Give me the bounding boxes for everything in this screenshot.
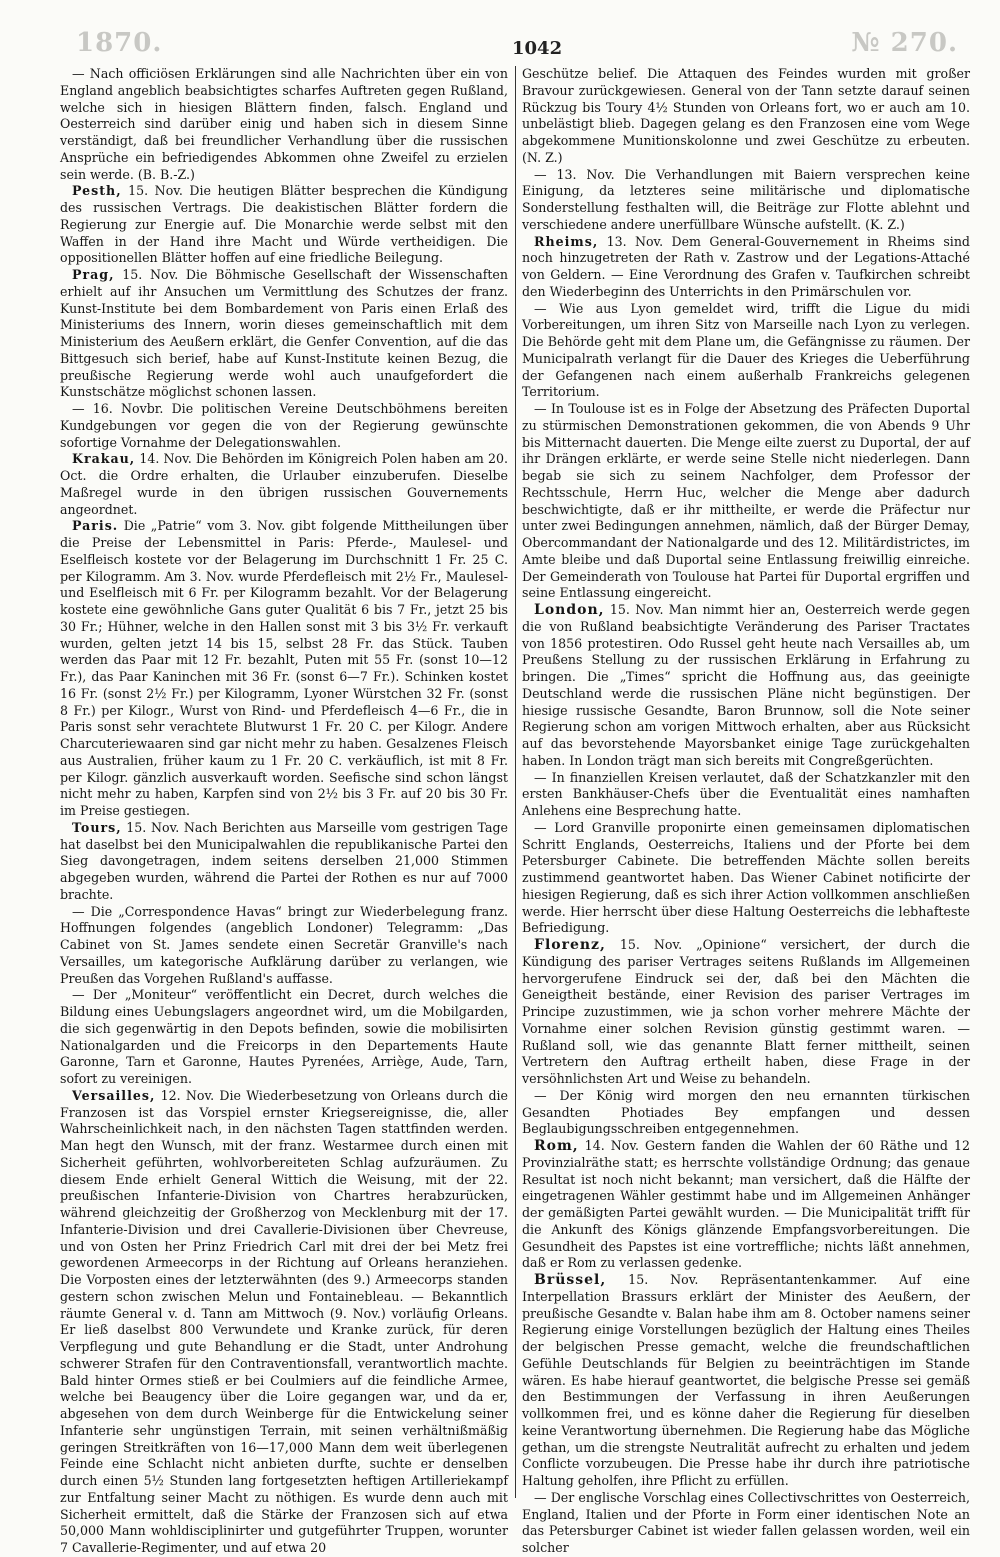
article-paragraph [522,1272,970,1490]
dateline-place: Florenz, [534,937,606,953]
article-paragraph [60,451,508,518]
article-paragraph [522,1088,970,1138]
column-left [60,66,508,1555]
header-issue-number: № 270. [851,28,958,58]
article-paragraph [522,66,970,167]
article-text: — In Toulouse ist es in Folge der Absetzung des Präfecten Duportal zu stürmischen Demonstrationen gekommen, die von Abends 9 Uhr bis Mitternacht dauerten. Die Menge eilte zuerst zu Duportal, der auf ihr Drängen erklärte, er werde seine Stelle nicht niederlegen. Dann begab sie sich zu seinem Nachfolger, dem Professor der Rechtsschule, Herrn Huc, welcher die Menge aber dadurch beschwichtigte, daß er ihr mittheilte, er werde die Präfectur nur unter zwei Bedingungen annehmen, nämlich, daß der Bürger Demay, Obercommandant der Nationalgarde und des 12. Militärdistrictes, im Amte bleibe und daß Duportal seine Entlassung freiwillig einreiche. Der Gemeinderath von Toulouse hat Partei für Duportal ergriffen und seine Entlassung eingereicht. [522,401,970,601]
page-number: 1042 [512,38,563,59]
dateline-place: Brüssel, [534,1272,607,1288]
article-paragraph [522,401,970,602]
article-text: — Die „Correspondence Havas“ bringt zur Wiederbelegung franz. Hoffnungen folgendes (angeblich Londoner) Telegramm: „Das Cabinet von St. James sendete einen Secretär Granville's nach Versailles, um kategorische Aufklärung darüber zu verlangen, wie Preußen das Vorgehen Rußland's auffasse. [60,903,508,986]
column-right [522,66,970,1555]
dateline-place: Paris. [72,518,119,534]
article-text: 15. Nov. Man nimmt hier an, Oesterreich werde gegen die von Rußland beabsichtigte Veränderung des Pariser Tractates von 1856 protestiren. Odo Russel geht heute nach Versailles ab, um Preußens Stellung zu der russischen Erklärung in Erfahrung zu bringen. Die „Times“ spricht die Hoffnung aus, das geeinigte Deutschland werde die russischen Pläne nicht begünstigen. Der hiesige russische Gesandte, Baron Brunnow, soll die Note seiner Regierung schon am vorigen Mittwoch erhalten, aber aus Rücksicht auf das bevorstehende Mayorsbanket einige Tage zurückgehalten haben. In London trägt man sich bereits mit Congreßgerüchten. [522,602,970,768]
article-paragraph [522,602,970,770]
article-text: 14. Nov. Die Behörden im Königreich Polen haben am 20. Oct. die Ordre erhalten, die Urlauber einzuberufen. Dieselbe Maßregel wurde in den übrigen russischen Gouvernements angeordnet. [60,451,508,517]
article-text: 14. Nov. Gestern fanden die Wahlen der 60 Räthe und 12 Provinzialräthe statt; es herrschte vollständige Ordnung; das genaue Resultat ist noch nicht bekannt; man versichert, daß die Hälfte der eingetragenen Wähler gestimmt habe und im Allgemeinen Anhänger der gemäßigten Partei gewählt wurden. — Die Municipalität trifft für die Ankunft des Königs glänzende Empfangsvorbereitungen. Die Gesundheit des Papstes ist eine vortreffliche; nichts läßt annehmen, daß er Rom zu verlassen gedenke. [522,1138,970,1271]
page-header [60,22,964,62]
article-text: — Der König wird morgen den neu ernannten türkischen Gesandten Photiades Bey empfangen und dessen Beglaubigungsschreiben entgegennehmen. [522,1087,970,1137]
dateline-place: Versailles, [72,1087,156,1103]
article-text: — 13. Nov. Die Verhandlungen mit Baiern versprechen keine Einigung, da letzteres seine militärische und diplomatische Sonderstellung festhalten will, die Beiträge zur Flotte ablehnt und verschiedene andere unerfüllbare Wünsche aufstellt. (K. Z.) [522,166,970,232]
article-text: — Der englische Vorschlag eines Collectivschrittes von Oesterreich, England, Italien und der Pforte in Form einer identischen Note an das Petersburger Cabinet ist wieder fallen gelassen worden, weil ein solcher [522,1489,970,1555]
article-text: — Nach officiösen Erklärungen sind alle Nachrichten über ein von England angeblich beabsichtigtes scharfes Auftreten gegen Rußland, welche sich in hiesigen Blättern finden, falsch. England und Oesterreich sind darüber einig und haben sich in diesem Sinne verständigt, daß bei freundlicher Verhandlung über die russischen Ansprüche ein befriedigendes Abkommen ohne Zweifel zu erzielen sein werde. (B. B.-Z.) [60,66,508,182]
article-text: — Wie aus Lyon gemeldet wird, trifft die Ligue du midi Vorbereitungen, um ihren Sitz von Marseille nach Lyon zu verlegen. Die Behörde geht mit dem Plane um, die Gefängnisse zu räumen. Der Municipalrath verlangt für die Dauer des Krieges die Ueberführung der Gefangenen nach einem außerhalb Frankreichs gelegenen Territorium. [522,300,970,400]
header-year: 1870. [76,28,163,58]
article-paragraph [60,183,508,267]
article-text: 13. Nov. Dem General-Gouvernement in Rheims sind noch hinzugetreten der Rath v. Zastrow und der Legations-Attaché von Geldern. — Eine Verordnung des Grafen v. Taufkirchen schreibt den Wiederbeginn des Unterrichts in den Primärschulen vor. [522,233,970,299]
article-text: 15. Nov. „Opinione“ versichert, der durch die Kündigung des pariser Vertrages seitens Rußlands im Allgemeinen hervorgerufene Eindruck sei der, daß bei den Mächten die Geneigtheit bestände, einer Revision des pariser Vertrages im Principe zuzustimmen, wie ja schon vorher mehrere Mächte der Vornahme einer solchen Revision günstig gestimmt waren. — Rußland soll, wie das genannte Blatt ferner mittheilt, seinen Vertretern den Auftrag ertheilt haben, diese Frage in der versöhnlichsten Art und Weise zu behandeln. [522,937,970,1086]
article-paragraph [522,770,970,820]
dateline-place: Prag, [72,267,115,282]
article-paragraph [60,987,508,1088]
article-text: Geschütze belief. Die Attaquen des Feindes wurden mit großer Bravour zurückgewiesen. General von der Tann setzte darauf seinen Rückzug bis Toury 4½ Stunden von Orleans fort, wo er auch am 10. unbelästigt blieb. Dagegen gelang es den Franzosen eine vom Wege abgekommene Munitionskolonne und zwei Geschütze zu erbeuten. (N. Z.) [522,66,970,165]
dateline-place: Krakau, [72,451,136,467]
dateline-place: Rom, [534,1138,579,1154]
dateline-place: Pesth, [72,183,122,199]
article-paragraph [522,1490,970,1557]
article-paragraph [60,1088,508,1557]
article-text: — Der „Moniteur“ veröffentlicht ein Decret, durch welches die Bildung eines Uebungslagers angeordnet wird, um die Mobilgarden, die sich gegenwärtig in den Depots befinden, sowie die mobilisirten Nationalgarden und die Freicorps in den Departements Haute Garonne, Tarn et Garonne, Hautes Pyrenées, Arriège, Aude, Tarn, sofort zu vereinigen. [60,987,508,1086]
dateline-place: Tours, [72,819,122,835]
article-paragraph [522,937,970,1088]
article-paragraph [522,820,970,937]
column-divider [515,66,516,1498]
columns [60,66,970,1555]
article-text: 15. Nov. Nach Berichten aus Marseille vom gestrigen Tage hat daselbst bei den Municipalwahlen die republikanische Partei den Sieg davongetragen, indem seitens derselben 21,000 Stimmen abgegeben wurden, während die Partei der Rothen es nur auf 7000 brachte. [60,819,508,902]
article-text: — 16. Novbr. Die politischen Vereine Deutschböhmens bereiten Kundgebungen vor gegen die von der Regierung gewünschte sofortige Vornahme der Delegationswahlen. [60,401,508,450]
article-text: 15. Nov. Die heutigen Blätter besprechen die Kündigung des russischen Vertrags. Die deakistischen Blätter fordern die Regierung zur Energie auf. Die Monarchie werde selbst mit den Waffen in der Hand ihre Macht und Würde vertheidigen. Die oppositionellen Blätter hoffen auf eine friedliche Beilegung. [60,183,508,266]
article-text: — Lord Granville proponirte einen gemeinsamen diplomatischen Schritt Englands, Oesterreichs, Italiens und der Pforte bei dem Petersburger Cabinete. Die betreffenden Mächte sollen bereits zustimmend geantwortet haben. Das Wiener Cabinet notificirte der hiesigen Regierung, daß es sich ihrer Action vollkommen anschließen werde. Hier herrscht über diese Haltung Oesterreichs die lebhafteste Befriedigung. [522,819,970,936]
article-paragraph [60,518,508,820]
article-paragraph [522,1138,970,1272]
dateline-place: Rheims, [534,233,599,249]
article-paragraph [60,267,508,401]
article-paragraph [522,167,970,234]
article-text: 15. Nov. Repräsentantenkammer. Auf eine Interpellation Brassurs erklärt der Minister des Aeußern, der preußische Gesandte v. Balan habe ihm am 8. October namens seiner Regierung einige Vorstellungen bezüglich der Haltung eines Theiles der belgischen Presse gemacht, welche die freundschaftlichen Gefühle Deutschlands für Belgien zu beeinträchtigen im Stande wären. Es habe hierauf geantwortet, die belgische Presse sei gemäß den Bestimmungen der Verfassung in ihren Aeußerungen vollkommen frei, und es könne daher die Regierung für dieselben keine Verantwortung übernehmen. Die Regierung habe das Mögliche gethan, um die strengste Neutralität aufrecht zu erhalten und jedem Conflicte vorzubeugen. Die Presse habe ihr durch ihre patriotische Haltung geholfen, ihre Pflicht zu erfüllen. [522,1272,970,1488]
article-text: 15. Nov. Die Böhmische Gesellschaft der Wissenschaften erhielt auf ihr Ansuchen um Vermittlung des Schutzes der franz. Kunst-Institute bei dem Bombardement von Paris einen Erlaß des Ministeriums des Innern, worin dieses gemeinschaftlich mit dem Ministerium des Aeußern erklärt, die Genfer Convention, auf die das Bittgesuch sich berief, habe auf Kunst-Institute keinen Bezug, die preußische Regierung werde wohl auch unaufgefordert die Kunstschätze möglichst schonen lassen. [60,267,508,400]
article-paragraph [522,234,970,301]
article-paragraph [60,66,508,183]
article-paragraph [60,820,508,904]
article-paragraph [60,904,508,988]
article-text: Die „Patrie“ vom 3. Nov. gibt folgende Mittheilungen über die Preise der Lebensmittel in Paris: Pferde-, Maulesel- und Eselfleisch kostete vor der Belagerung im Durchschnitt 1 Fr. 25 C. per Kilogramm. Am 3. Nov. wurde Pferdefleisch mit 2½ Fr., Maulesel- und Eselfleisch mit 6 Fr. per Kilogramm bezahlt. Vor der Belagerung kostete eine gewöhnliche Gans guter Qualität 6 bis 7 Fr., jetzt 25 bis 30 Fr.; Hühner, welche in den Hallen sonst mit 3 bis 3½ Fr. verkauft wurden, gelten jetzt 14 bis 15, selbst 28 Fr. das Stück. Tauben werden das Paar mit 12 Fr. bezahlt, Puten mit 55 Fr. (sonst 10—12 Fr.), das Paar Kaninchen mit 36 Fr. (sonst 6—7 Fr.). Schinken kostet 16 Fr. (sonst 2½ Fr.) per Kilogramm, Lyoner Würstchen 32 Fr. (sonst 8 Fr.) per Kilogr., Wurst von Rind- und Pferdefleisch 4—6 Fr., die in Paris sonst sehr verachtete Blutwurst 1 Fr. 20 C. per Kilogr. Andere Charcuteriewaaren sind gar nicht mehr zu haben. Gesalzenes Fleisch aus Australien, früher kaum zu 1 Fr. 20 C. verkäuflich, ist mit 8 Fr. per Kilogr. gänzlich ausverkauft worden. Seefische sind schon längst nicht mehr zu haben, Karpfen sind von 2½ bis 3 Fr. auf 20 bis 30 Fr. im Preise gestiegen. [60,518,508,818]
dateline-place: London, [534,602,605,618]
article-paragraph [60,401,508,451]
article-paragraph [522,301,970,402]
article-text: 12. Nov. Die Wiederbesetzung von Orleans durch die Franzosen ist das Vorspiel ernster Kriegsereignisse, die, aller Wahrscheinlichkeit nach, in den nächsten Tagen stattfinden werden. Man hegt den Wunsch, mit der franz. Westarmee durch einen mit Sicherheit geführten, wohlvorbereiteten Schlag aufzuräumen. Zu diesem Ende erhielt General Wittich die Weisung, mit der 22. preußischen Infanterie-Division von Chartres herabzurücken, während gleichzeitig der Großherzog von Mecklenburg mit der 17. Infanterie-Division und drei Cavallerie-Divisionen über Chevreuse, und von Osten her Prinz Friedrich Carl mit drei der bei Metz frei gewordenen Armeecorps in der Richtung auf Orleans heranziehen. Die Vorposten eines der letzterwähnten (des 9.) Armeecorps standen gestern schon zwischen Melun und Fontainebleau. — Bekanntlich räumte General v. d. Tann am Mittwoch (9. Nov.) vorläufig Orleans. Er ließ daselbst 800 Verwundete und Kranke zurück, für deren Verpflegung und gute Behandlung er die Stadt, unter Androhung schwerer Strafen für den Contraventionsfall, verantwortlich machte. Bald hinter Ormes stieß er bei Coulmiers auf die feindliche Armee, welche bei Beaugency über die Loire gegangen war, und da er, abgesehen von dem durch Weinberge für die Entwickelung seiner Infanterie sehr ungünstigen Terrain, mit seinen verhältnißmäßig geringen Streitkräften von 16—17,000 Mann dem weit überlegenen Feinde eine Schlacht nicht anbieten durfte, suchte er denselben durch einen 5½ Stunden lang fortgesetzten heftigen Artilleriekampf zur Entfaltung seiner Macht zu nöthigen. Es wurde denn auch mit Sicherheit ermittelt, daß die Stärke der Franzosen sich auf etwa 50,000 Mann wohldisciplinirter und gutgeführter Truppen, worunter 7 Cavallerie-Regimenter, und auf etwa 20 [60,1087,508,1555]
article-text: — In finanziellen Kreisen verlautet, daß der Schatzkanzler mit den ersten Bankhäuser-Chefs über die Eventualität eines namhaften Anlehens eine Besprechung hatte. [522,769,970,818]
